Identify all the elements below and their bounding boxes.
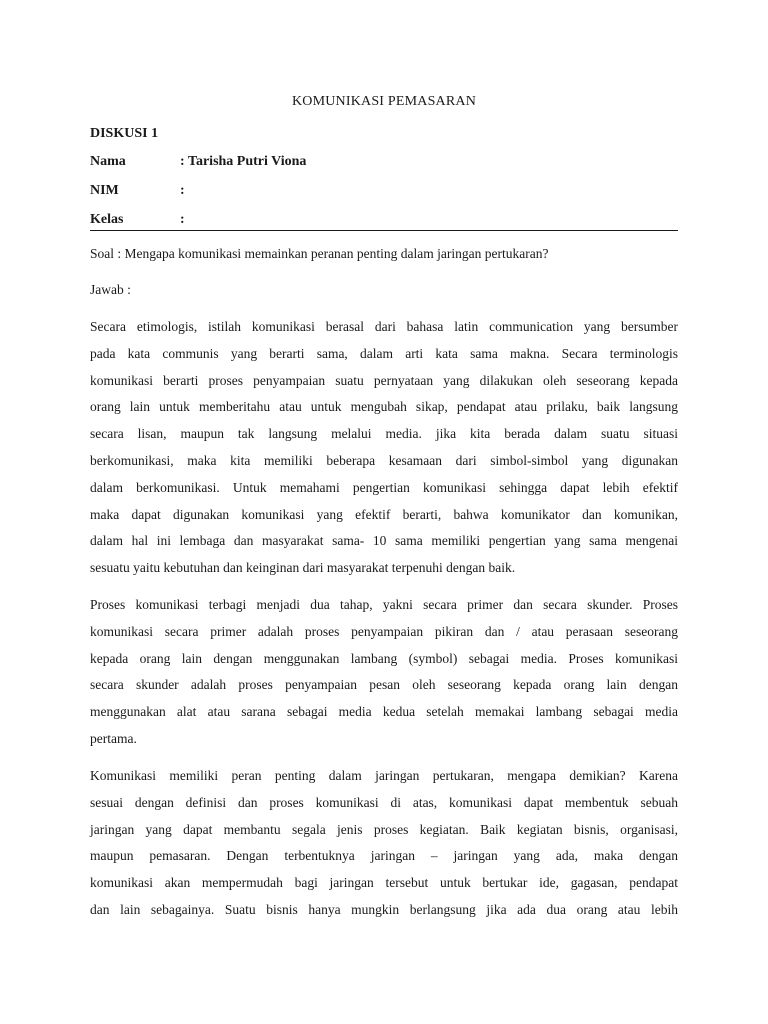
- field-value-nama: : Tarisha Putri Viona: [180, 154, 307, 169]
- field-value-kelas: :: [180, 212, 185, 227]
- paragraph-line: komunikasi berarti proses penyampaian suatu pernyataan yang dilakukan oleh seseorang kepada: [90, 372, 678, 388]
- document-title: KOMUNIKASI PEMASARAN: [291, 94, 477, 109]
- paragraph-line: dalam hal ini lembaga dan masyarakat sama- 10 sama memiliki pengertian yang sama mengenai: [90, 533, 678, 549]
- answer-label: Jawab :: [90, 282, 131, 297]
- paragraph-line: dan lain sebagainya. Suatu bisnis hanya mungkin berlangsung jika ada dua orang atau lebih: [90, 901, 678, 917]
- paragraph-line: Secara etimologis, istilah komunikasi berasal dari bahasa latin communication yang bersumber: [90, 319, 678, 334]
- paragraph-line: pertama.: [90, 730, 137, 746]
- question-text: Soal : Mengapa komunikasi memainkan peranan penting dalam jaringan pertukaran?: [90, 246, 549, 261]
- paragraph-line: berkomunikasi, maka kita memiliki beberapa kesamaan dari simbol-simbol yang digunakan: [90, 452, 678, 468]
- paragraph-line: kepada orang lain dengan menggunakan lambang (symbol) sebagai media. Proses komunikasi: [90, 650, 678, 666]
- paragraph-line: orang lain untuk memberitahu atau untuk mengubah sikap, pendapat atau prilaku, baik langsung: [90, 399, 678, 415]
- paragraph-line: secara skunder adalah proses penyampaian pesan oleh seseorang kepada orang lain dengan: [90, 677, 678, 693]
- paragraph-line: sesuatu yaitu kebutuhan dan keinginan dari masyarakat terpenuhi dengan baik.: [90, 560, 516, 576]
- paragraph-line: Komunikasi memiliki peran penting dalam jaringan pertukaran, mengapa demikian? Karena: [90, 768, 678, 783]
- paragraph-line: maka dapat digunakan komunikasi yang efektif berarti, bahwa komunikator dan komunikan,: [90, 506, 678, 522]
- paragraph-line: secara lisan, maupun tak langsung melalui media. jika kita berada dalam suatu situasi: [90, 426, 678, 442]
- paragraph-3: [90, 763, 678, 924]
- paragraph-line: jaringan yang dapat membantu segala jenis proses kegiatan. Baik kegiatan bisnis, organisasi,: [90, 821, 678, 837]
- field-label-kelas: Kelas: [90, 212, 124, 227]
- field-value-nim: :: [180, 183, 185, 198]
- paragraph-line: maupun pemasaran. Dengan terbentuknya jaringan – jaringan yang ada, maka dengan: [90, 848, 678, 864]
- field-label-nim: NIM: [90, 183, 119, 198]
- paragraph-line: komunikasi akan mempermudah bagi jaringan tersebut untuk bertukar ide, gagasan, pendapat: [90, 875, 678, 891]
- paragraph-line: dalam berkomunikasi. Untuk memahami pengertian komunikasi sehingga dapat lebih efektif: [90, 479, 678, 495]
- diskusi-label: DISKUSI 1: [90, 126, 159, 141]
- paragraph-line: pada kata communis yang berarti sama, dalam arti kata sama makna. Secara terminologis: [90, 345, 678, 361]
- paragraph-line: komunikasi secara primer adalah proses penyampaian pikiran dan / atau perasaan seseorang: [90, 623, 678, 639]
- field-label-nama: Nama: [90, 154, 126, 169]
- paragraph-line: sesuai dengan definisi dan proses komunikasi di atas, komunikasi dapat membentuk sebuah: [90, 794, 678, 810]
- header-divider: [90, 230, 678, 231]
- paragraph-line: Proses komunikasi terbagi menjadi dua tahap, yakni secara primer dan secara skunder. Proses: [90, 597, 678, 612]
- paragraph-1: [90, 314, 678, 582]
- paragraph-2: [90, 592, 678, 753]
- paragraph-line: menggunakan alat atau sarana sebagai media kedua setelah memakai lambang sebagai media: [90, 704, 678, 720]
